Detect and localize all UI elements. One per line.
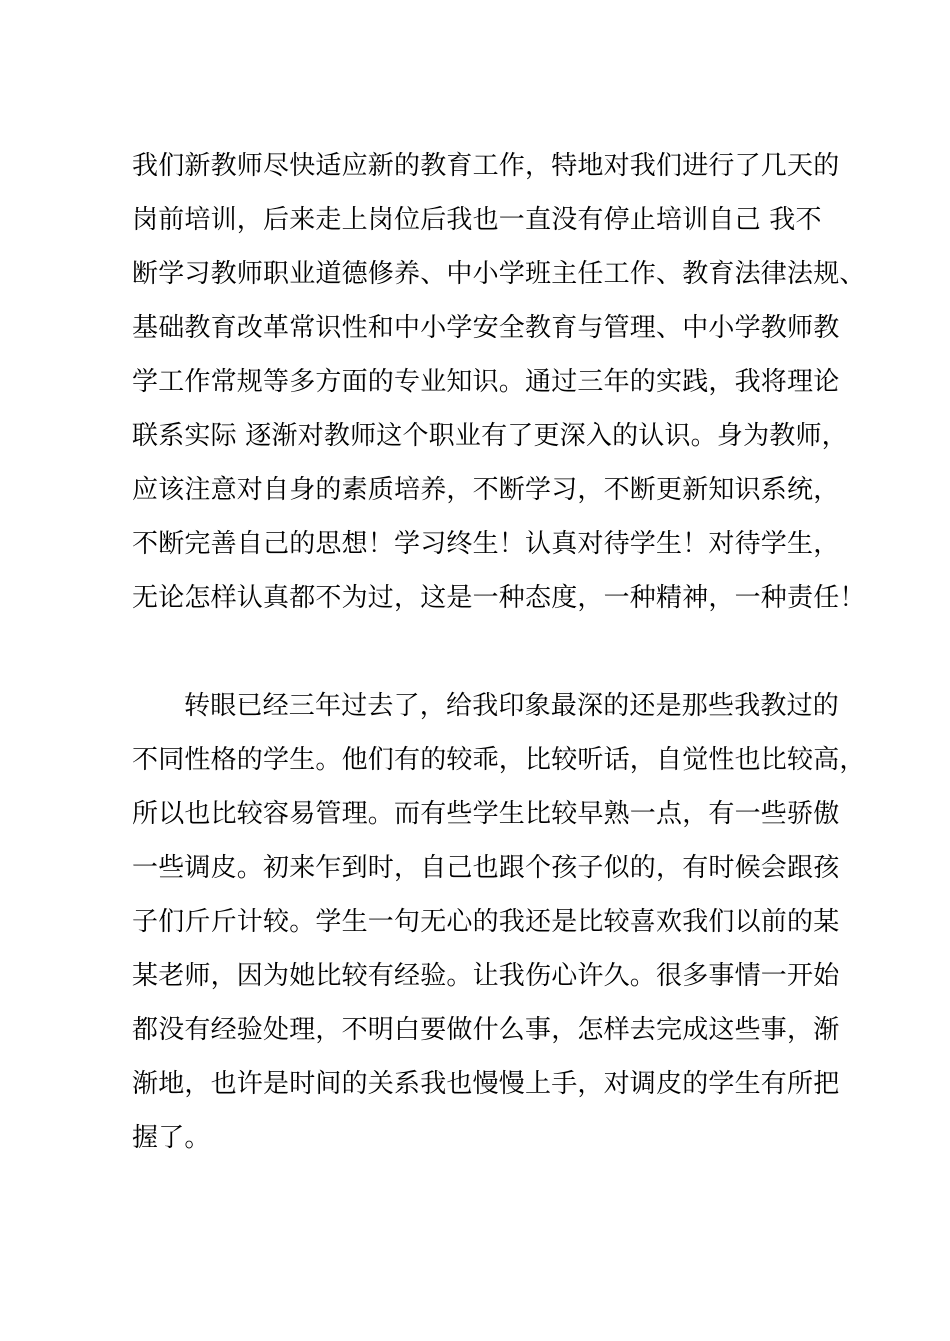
text-line: 渐地，也许是时间的关系我也慢慢上手，对调皮的学生有所把 [132,1069,840,1099]
paragraph-2 [132,686,866,1172]
text-line: 联系实际 逐渐对教师这个职业有了更深入的认识。身为教师， [132,421,848,451]
text-line: 握了。 [132,1123,211,1153]
text-line: 学工作常规等多方面的专业知识。通过三年的实践，我将理论 [132,367,840,397]
text-line-first-indented: 转眼已经三年过去了，给我印象最深的还是那些我教过的 [184,691,840,721]
text-line: 应该注意对自身的素质培养，不断学习，不断更新知识系统， [132,475,840,505]
text-line: 不同性格的学生。他们有的较乖，比较听话，自觉性也比较高， [132,745,866,775]
text-line: 断学习教师职业道德修养、中小学班主任工作、教育法律法规、 [132,259,866,289]
text-line: 不断完善自己的思想！学习终生！认真对待学生！对待学生， [132,529,840,559]
text-line: 无论怎样认真都不为过，这是一种态度，一种精神，一种责任！ [132,583,866,613]
paragraph-1 [132,146,866,632]
text-line: 我们新教师尽快适应新的教育工作，特地对我们进行了几天的 [132,151,840,181]
text-line: 子们斤斤计较。学生一句无心的我还是比较喜欢我们以前的某 [132,907,840,937]
text-line: 某老师，因为她比较有经验。让我伤心许久。很多事情一开始 [132,961,840,991]
text-line: 基础教育改革常识性和中小学安全教育与管理、中小学教师教 [132,313,840,343]
text-line: 岗前培训，后来走上岗位后我也一直没有停止培训自己 我不 [132,205,822,235]
text-line: 所以也比较容易管理。而有些学生比较早熟一点，有一些骄傲 [132,799,840,829]
text-line: 一些调皮。初来乍到时，自己也跟个孩子似的，有时候会跟孩 [132,853,840,883]
text-line: 都没有经验处理，不明白要做什么事，怎样去完成这些事，渐 [132,1015,840,1045]
